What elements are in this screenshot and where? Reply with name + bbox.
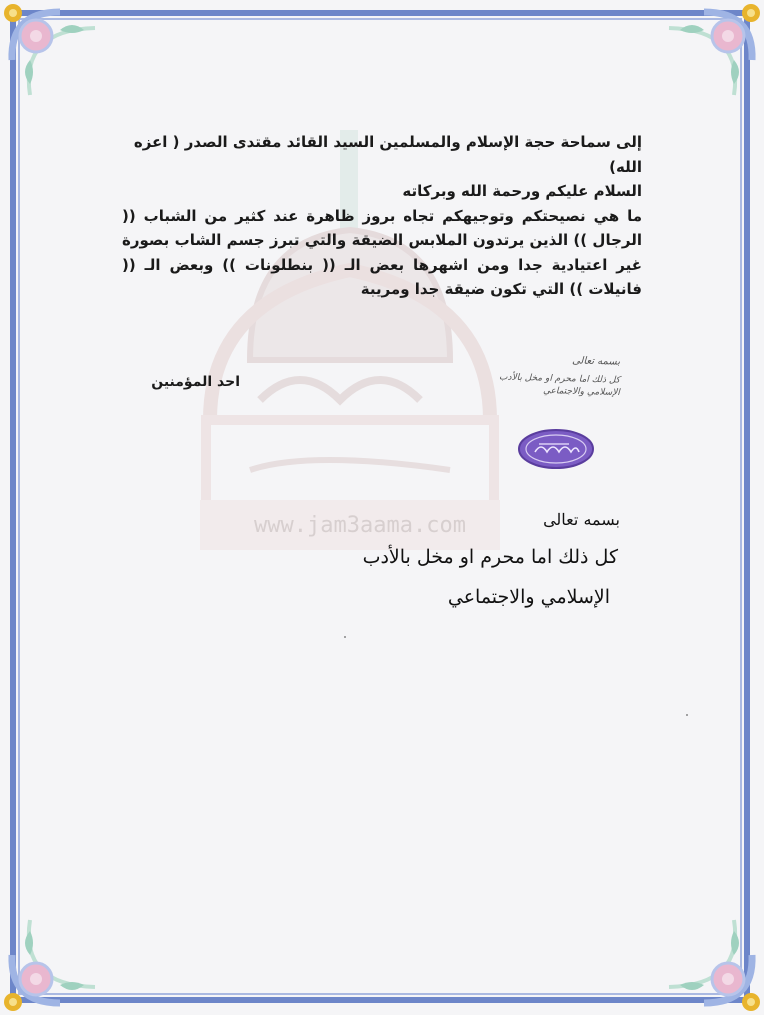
corner-ornament-icon bbox=[634, 0, 764, 130]
watermark-url: www.jam3aama.com bbox=[254, 513, 466, 538]
handwritten-note-heading: بسمه تعالى bbox=[571, 355, 621, 368]
office-seal-icon bbox=[517, 428, 595, 470]
letter-greeting: السلام عليكم ورحمة الله وبركاته bbox=[402, 182, 642, 200]
reply-line: كل ذلك اما محرم او مخل بالأدب bbox=[362, 546, 618, 568]
reply-heading: بسمه تعالى bbox=[543, 510, 620, 529]
letter-addressee: إلى سماحة حجة الإسلام والمسلمين السيد القائد مقتدى الصدر ( اعزه الله) bbox=[133, 133, 642, 176]
corner-ornament-icon bbox=[634, 885, 764, 1015]
handwritten-note-line: كل ذلك اما محرم او مخل بالأدب bbox=[498, 372, 621, 386]
letter-signature: احد المؤمنين bbox=[151, 374, 240, 390]
corner-ornament-icon bbox=[0, 885, 130, 1015]
handwritten-note bbox=[450, 356, 620, 404]
paper-speck bbox=[686, 714, 688, 716]
letter-body bbox=[122, 130, 642, 302]
corner-ornament-icon bbox=[0, 0, 130, 130]
paper-speck bbox=[344, 636, 346, 638]
handwritten-note-line: الإسلامي والاجتماعي bbox=[543, 385, 621, 399]
letter-question: ما هي نصيحتكم وتوجيهكم تجاه بروز ظاهرة عند كثير من الشباب (( الرجال )) الذين يرتدون الملابس الضيقة والتي تبرز جسم الشاب بصورة غير اعتيادية جدا ومن اشهرها بعض الـ (( بنطلونات )) وبعض الـ (( فانيلات )) التي تكون ضيقة جدا ومريبة bbox=[122, 206, 642, 298]
reply-line: الإسلامي والاجتماعي bbox=[447, 586, 610, 608]
